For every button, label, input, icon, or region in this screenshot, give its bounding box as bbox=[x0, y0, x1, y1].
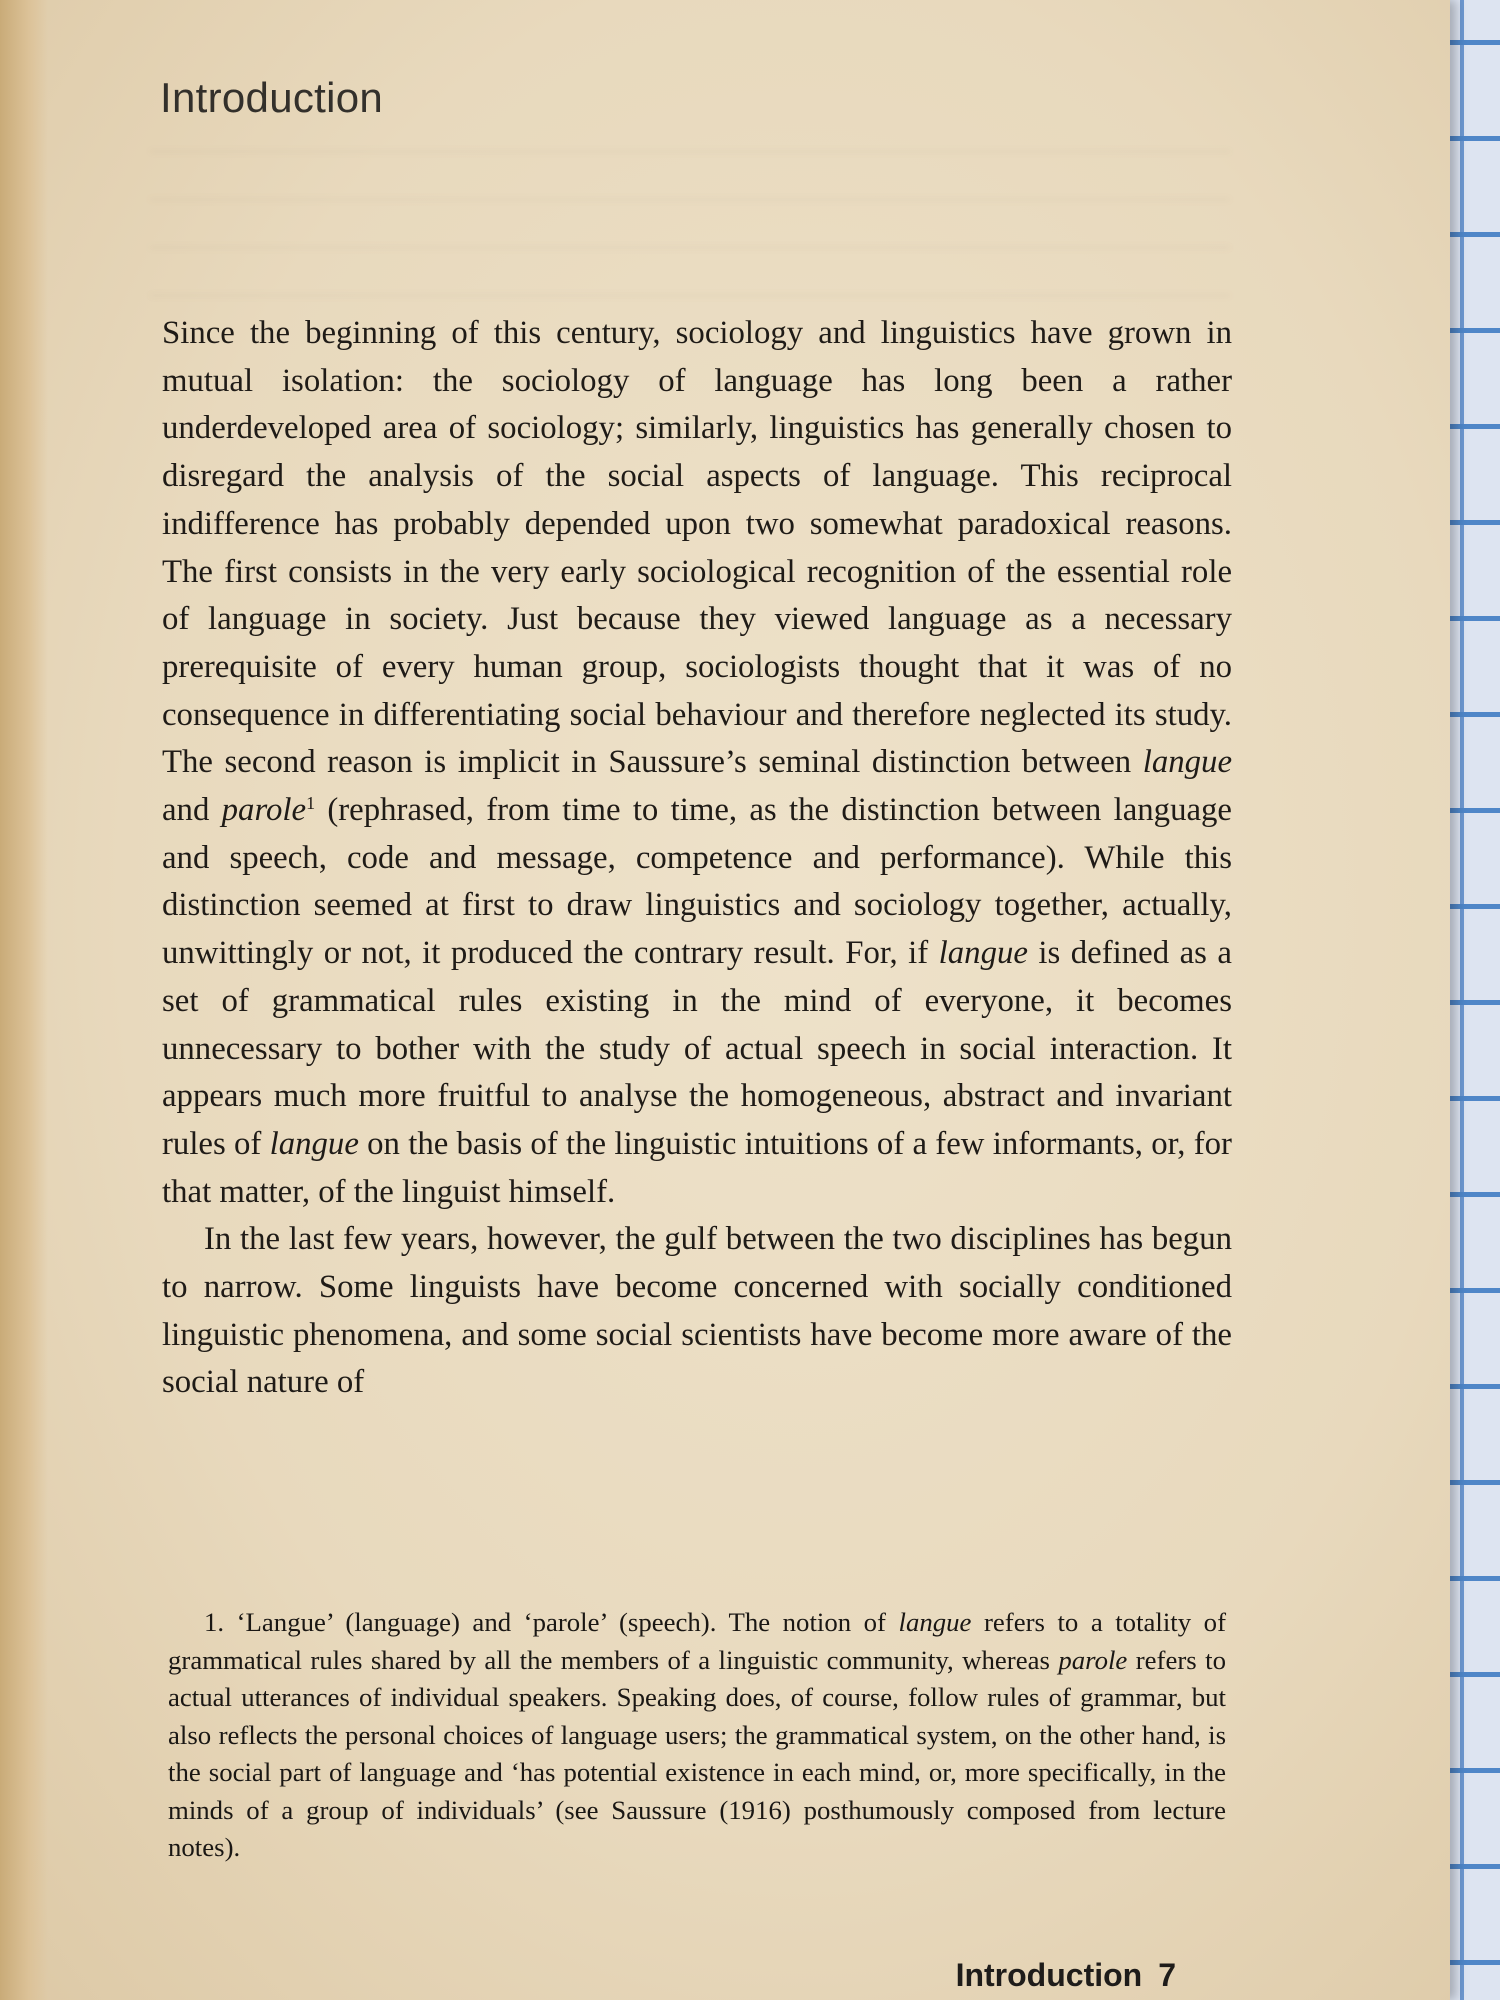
italic-term: parole bbox=[1058, 1644, 1128, 1675]
page-number: 7 bbox=[1158, 1957, 1176, 1993]
text-run: Since the beginning of this century, sociology and linguistics have grown in mutual isolation: the sociology of language has long been a rather underdeveloped area of sociology; similarly, linguistics has generally chosen to disregard the analysis of the social aspects of language. This reciprocal indifference has probably depended upon two somewhat paradoxical reasons. The first consists in the very early sociological recognition of the essential role of language in society. Just because they viewed language as a necessary prerequisite of every human group, sociologists thought that it was of no consequence in differentiating social behaviour and therefore neglected its study. The second reason is implicit in Saussure’s seminal distinction between bbox=[162, 315, 1232, 781]
text-run: refers to actual utterances of individual speakers. Speaking does, of course, follow rules of grammar, but also reflects the personal choices of language users; the grammatical system, on the other hand, is the social part of language and ‘has potential existence in each mind, or, more specifically, in the minds of a group of individuals’ (see Saussure (1916) posthumously composed from lecture notes). bbox=[168, 1644, 1226, 1862]
running-footer bbox=[956, 1957, 1176, 1994]
italic-term: parole bbox=[221, 792, 307, 829]
text-run: (rephrased, from time to time, as the distinction between language and speech, code and message, competence and performance). While this distinction seemed at first to draw linguistics and sociology together, actually, unwittingly or not, it produced the contrary result. For, if bbox=[162, 792, 1232, 972]
page-spine-shadow bbox=[0, 0, 48, 2000]
footnote bbox=[168, 1604, 1226, 1867]
paragraph bbox=[162, 310, 1232, 1216]
text-run: on the basis of the linguistic intuitions of a few informants, or, for that matter, of the linguist himself. bbox=[162, 1125, 1232, 1210]
chapter-heading: Introduction bbox=[160, 74, 384, 121]
body-text bbox=[162, 310, 1232, 1407]
text-run: In the last few years, however, the gulf between the two disciplines has begun to narrow. Some linguists have become concerned with socially conditioned linguistic phenomena, and some social scientists have become more aware of the social nature of bbox=[162, 1221, 1232, 1401]
text-run: and bbox=[162, 792, 222, 829]
text-run: is defined as a set of grammatical rules existing in the mind of everyone, it becomes unnecessary to bother with the study of actual speech in social interaction. It appears much more fruitful to analyse the homogeneous, abstract and invariant rules of bbox=[162, 935, 1232, 1162]
footnote-ref: 1 bbox=[306, 793, 316, 814]
italic-term: langue bbox=[938, 935, 1028, 972]
italic-term: langue bbox=[1142, 744, 1232, 781]
italic-term: langue bbox=[269, 1125, 359, 1162]
italic-term: langue bbox=[898, 1607, 972, 1637]
text-run: 1. ‘Langue’ (language) and ‘parole’ (speech). The notion of bbox=[204, 1607, 899, 1637]
text-run: refers to a totality of grammatical rules shared by all the members of a linguistic community, whereas bbox=[168, 1607, 1226, 1675]
footer-title: Introduction bbox=[955, 1957, 1143, 1993]
paragraph bbox=[162, 1216, 1232, 1407]
show-through-text bbox=[150, 150, 1230, 300]
